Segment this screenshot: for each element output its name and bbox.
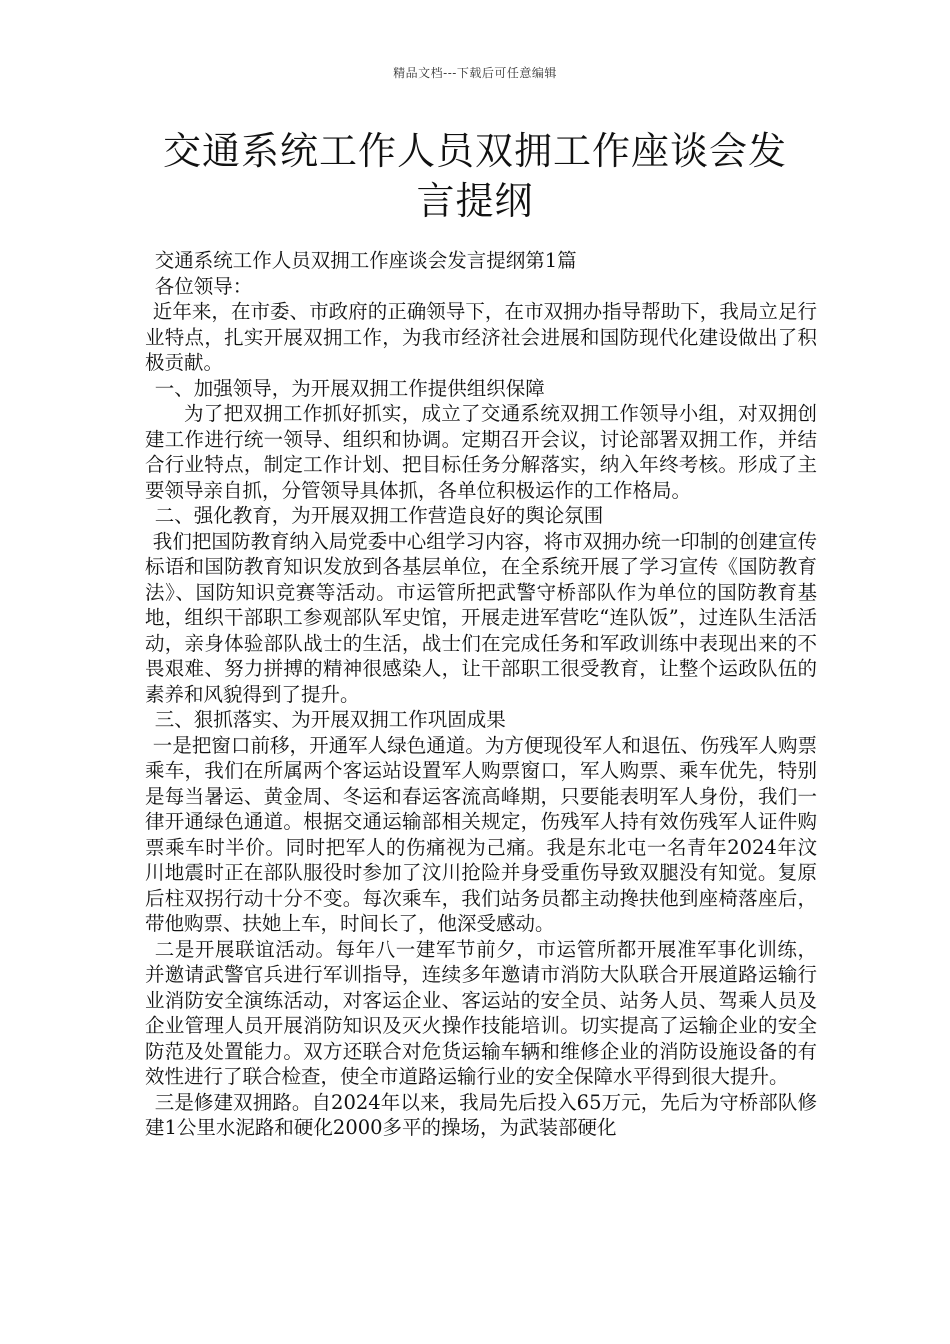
- body-paragraph: 二是开展联谊活动。每年八一建军节前夕，市运管所都开展准军事化训练，并邀请武警官兵进行军训指导，连续多年邀请市消防大队联合开展道路运输行业消防安全演练活动，对客运企业、客运站的安全员、站务人员、驾乘人员及企业管理人员开展消防知识及灭火操作技能培训。切实提高了运输企业的安全防范及处置能力。双方还联合对危货运输车辆和维修企业的消防设施设备的有效性进行了联合检查，使全市道路运输行业的安全保障水平得到很大提升。: [145, 937, 817, 1088]
- body-paragraph: 三、狠抓落实、为开展双拥工作巩固成果: [154, 708, 506, 731]
- body-paragraph: 各位领导：: [154, 274, 253, 298]
- header-note: 精品文档---下载后可任意编辑: [393, 66, 557, 80]
- body-paragraph: 一、加强领导，为开展双拥工作提供组织保障: [154, 376, 545, 400]
- document-title: 交通系统工作人员双拥工作座谈会发言提纲: [162, 129, 787, 223]
- body-paragraph: 一是把窗口前移，开通军人绿色通道。为方便现役军人和退伍、伤残军人购票乘车，我们在所属两个客运站设置军人购票窗口，军人购票、乘车优先，特别是每当暑运、黄金周、冬运和春运客流高峰期，只要能表明军人身份，我们一律开通绿色通道。根据交通运输部相关规定，伤残军人持有效伤残军人证件购票乘车时半价。同时把军人的伤痛视为己痛。我是东北屯一名青年2024年汶川地震时正在部队服役时参加了汶川抢险并身受重伤导致双腿没有知觉。复原后柱双拐行动十分不变。每次乘车，我们站务员都主动搀扶他到座椅落座后，带他购票、扶她上车，时间长了，他深受感动。: [145, 733, 817, 935]
- body-paragraph: 交通系统工作人员双拥工作座谈会发言提纲第1篇: [154, 249, 577, 272]
- body-paragraph: 近年来，在市委、市政府的正确领导下，在市双拥办指导帮助下，我局立足行业特点，扎实开展双拥工作，为我市经济社会进展和国防现代化建设做出了积极贡献。: [145, 300, 817, 374]
- body-paragraph: 二、强化教育，为开展双拥工作营造良好的舆论氛围: [154, 504, 604, 527]
- body-paragraph: 三是修建双拥路。自2024年以来，我局先后投入65万元，先后为守桥部队修建1公里水泥路和硬化2000多平的操场，为武装部硬化: [145, 1090, 817, 1139]
- document-body: [145, 248, 817, 1141]
- body-paragraph: 为了把双拥工作抓好抓实，成立了交通系统双拥工作领导小组，对双拥创建工作进行统一领导、组织和协调。定期召开会议，讨论部署双拥工作，并结合行业特点，制定工作计划、把目标任务分解落实，纳入年终考核。形成了主要领导亲自抓，分管领导具体抓，各单位积极运作的工作格局。: [145, 402, 817, 502]
- body-paragraph: 我们把国防教育纳入局党委中心组学习内容，将市双拥办统一印制的创建宣传标语和国防教育知识发放到各基层单位，在全系统开展了学习宣传《国防教育法》、国防知识竞赛等活动。市运管所把武警守桥部队作为单位的国防教育基地，组织干部职工参观部队军史馆，开展走进军营吃“连队饭”，过连队生活活动，亲身体验部队战士的生活，战士们在完成任务和军政训练中表现出来的不畏艰难、努力拼搏的精神很感染人，让干部职工很受教育，让整个运政队伍的素养和风貌得到了提升。: [145, 529, 817, 706]
